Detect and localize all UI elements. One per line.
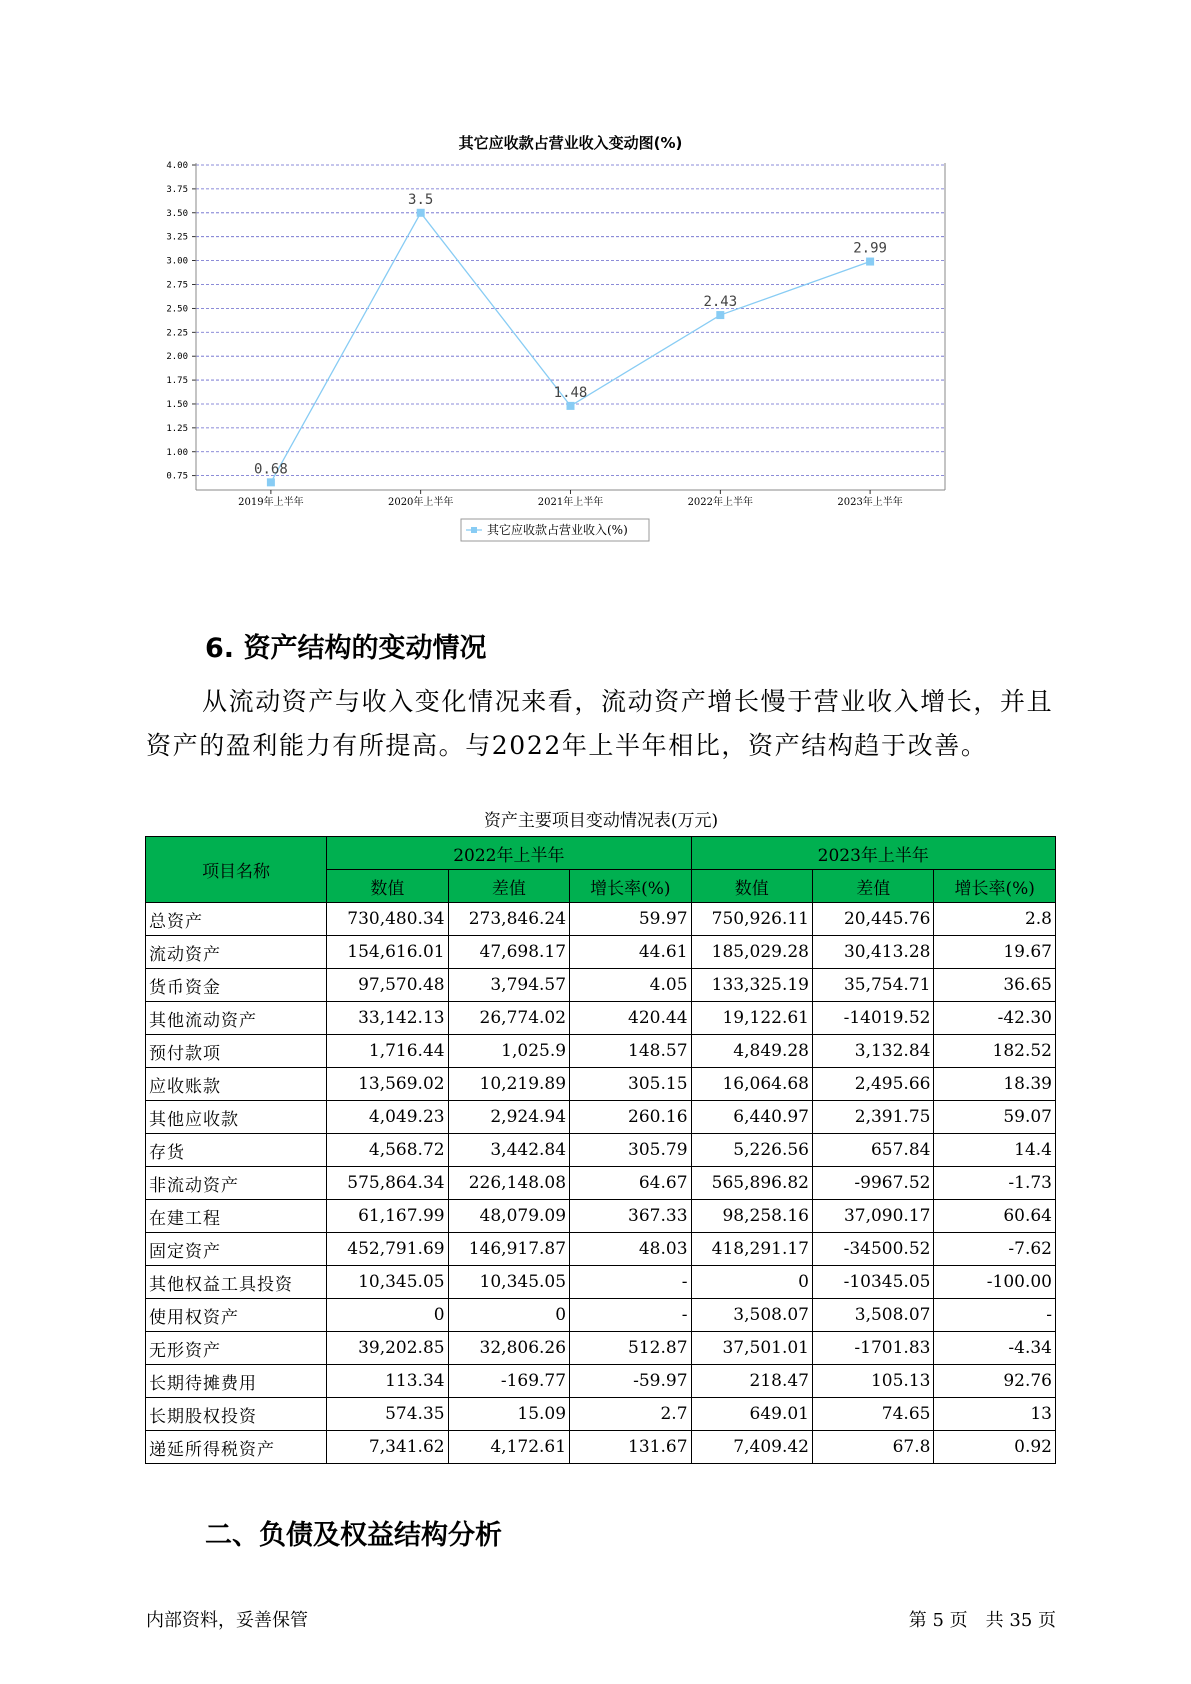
y-tick-label: 1.50 bbox=[166, 399, 188, 410]
row-cell: 649.01 bbox=[691, 1398, 812, 1431]
row-cell: 37,501.01 bbox=[691, 1332, 812, 1365]
row-cell: 19.67 bbox=[934, 936, 1056, 969]
row-cell: 3,442.84 bbox=[448, 1134, 569, 1167]
row-cell: -10345.05 bbox=[813, 1266, 934, 1299]
legend-label: 其它应收款占营业收入(%) bbox=[487, 523, 628, 537]
row-item-name: 其他权益工具投资 bbox=[146, 1266, 327, 1299]
row-cell: 97,570.48 bbox=[327, 969, 448, 1002]
asset-change-table bbox=[145, 836, 1056, 1464]
row-cell: 33,142.13 bbox=[327, 1002, 448, 1035]
row-cell: 1,025.9 bbox=[448, 1035, 569, 1068]
footer-page-number: 第 5 页 共 35 页 bbox=[908, 1610, 1056, 1631]
row-cell: 98,258.16 bbox=[691, 1200, 812, 1233]
row-cell: 2,924.94 bbox=[448, 1101, 569, 1134]
row-cell: 15.09 bbox=[448, 1398, 569, 1431]
table-caption: 资产主要项目变动情况表(万元) bbox=[483, 811, 719, 831]
row-item-name: 长期待摊费用 bbox=[146, 1365, 327, 1398]
row-cell: - bbox=[934, 1299, 1056, 1332]
asset-structure-paragraph: 从流动资产与收入变化情况来看，流动资产增长慢于营业收入增长，并且资产的盈利能力有所提高。与2022年上半年相比，资产结构趋于改善。 bbox=[146, 687, 1054, 760]
x-tick-label: 2019年上半年 bbox=[238, 497, 304, 508]
row-cell: 7,341.62 bbox=[327, 1431, 448, 1464]
section-heading-asset-structure: 6. 资产结构的变动情况 bbox=[205, 633, 487, 664]
row-cell: 226,148.08 bbox=[448, 1167, 569, 1200]
row-cell: 20,445.76 bbox=[813, 903, 934, 936]
y-tick-label: 2.50 bbox=[166, 304, 188, 315]
line-chart bbox=[150, 135, 1060, 595]
row-cell: 14.4 bbox=[934, 1134, 1056, 1167]
row-cell: 6,440.97 bbox=[691, 1101, 812, 1134]
row-cell: 182.52 bbox=[934, 1035, 1056, 1068]
chart-other-receivables bbox=[150, 135, 1060, 595]
row-cell: 2,495.66 bbox=[813, 1068, 934, 1101]
data-point bbox=[417, 209, 425, 217]
table-row bbox=[146, 969, 1056, 1002]
data-point bbox=[716, 311, 724, 319]
row-cell: 37,090.17 bbox=[813, 1200, 934, 1233]
row-cell: 36.65 bbox=[934, 969, 1056, 1002]
row-cell: -59.97 bbox=[570, 1365, 691, 1398]
row-item-name: 递延所得税资产 bbox=[146, 1431, 327, 1464]
row-cell: 0 bbox=[691, 1266, 812, 1299]
row-cell: 48.03 bbox=[570, 1233, 691, 1266]
row-cell: 44.61 bbox=[570, 936, 691, 969]
row-cell: 574.35 bbox=[327, 1398, 448, 1431]
table-row bbox=[146, 1365, 1056, 1398]
subheader-growth: 增长率(%) bbox=[934, 870, 1056, 903]
table-row bbox=[146, 1134, 1056, 1167]
row-cell: -14019.52 bbox=[813, 1002, 934, 1035]
row-item-name: 在建工程 bbox=[146, 1200, 327, 1233]
subheader-growth: 增长率(%) bbox=[570, 870, 691, 903]
y-tick-label: 3.50 bbox=[166, 208, 188, 219]
row-cell: 10,219.89 bbox=[448, 1068, 569, 1101]
row-cell: 92.76 bbox=[934, 1365, 1056, 1398]
row-cell: 273,846.24 bbox=[448, 903, 569, 936]
row-cell: 133,325.19 bbox=[691, 969, 812, 1002]
row-cell: 3,132.84 bbox=[813, 1035, 934, 1068]
row-cell: 218.47 bbox=[691, 1365, 812, 1398]
y-tick-label: 3.75 bbox=[166, 184, 188, 195]
header-group-2023: 2023年上半年 bbox=[691, 837, 1055, 870]
header-item-name: 项目名称 bbox=[146, 837, 327, 903]
data-point bbox=[866, 258, 874, 266]
row-cell: 750,926.11 bbox=[691, 903, 812, 936]
row-cell: 575,864.34 bbox=[327, 1167, 448, 1200]
row-cell: 146,917.87 bbox=[448, 1233, 569, 1266]
row-cell: 19,122.61 bbox=[691, 1002, 812, 1035]
row-cell: 10,345.05 bbox=[448, 1266, 569, 1299]
row-cell: 113.34 bbox=[327, 1365, 448, 1398]
y-tick-label: 1.75 bbox=[166, 376, 188, 387]
subheader-value: 数值 bbox=[691, 870, 812, 903]
x-tick-label: 2020年上半年 bbox=[387, 497, 454, 508]
y-tick-label: 3.25 bbox=[166, 232, 188, 243]
row-cell: 74.65 bbox=[813, 1398, 934, 1431]
row-cell: 2.8 bbox=[934, 903, 1056, 936]
row-cell: 420.44 bbox=[570, 1002, 691, 1035]
row-cell: -9967.52 bbox=[813, 1167, 934, 1200]
row-cell: -1701.83 bbox=[813, 1332, 934, 1365]
y-tick-label: 2.75 bbox=[166, 280, 188, 291]
row-cell: 1,716.44 bbox=[327, 1035, 448, 1068]
table-row bbox=[146, 936, 1056, 969]
row-cell: 4,849.28 bbox=[691, 1035, 812, 1068]
y-tick-label: 3.00 bbox=[166, 256, 188, 267]
row-cell: 48,079.09 bbox=[448, 1200, 569, 1233]
row-item-name: 其他应收款 bbox=[146, 1101, 327, 1134]
subheader-diff: 差值 bbox=[813, 870, 934, 903]
row-cell: 5,226.56 bbox=[691, 1134, 812, 1167]
row-cell: 657.84 bbox=[813, 1134, 934, 1167]
y-tick-label: 1.00 bbox=[166, 447, 188, 458]
legend-marker bbox=[471, 527, 477, 533]
table-row bbox=[146, 903, 1056, 936]
chart-title: 其它应收款占营业收入变动图(%) bbox=[458, 135, 683, 152]
y-tick-label: 4.00 bbox=[166, 161, 188, 171]
row-cell: 154,616.01 bbox=[327, 936, 448, 969]
data-label: 3.5 bbox=[408, 191, 434, 208]
subheader-value: 数值 bbox=[327, 870, 448, 903]
row-cell: 18.39 bbox=[934, 1068, 1056, 1101]
table-row bbox=[146, 1167, 1056, 1200]
row-cell: 39,202.85 bbox=[327, 1332, 448, 1365]
row-cell: 13,569.02 bbox=[327, 1068, 448, 1101]
row-cell: 148.57 bbox=[570, 1035, 691, 1068]
row-cell: 13 bbox=[934, 1398, 1056, 1431]
data-label: 0.68 bbox=[254, 461, 288, 478]
row-cell: 2.7 bbox=[570, 1398, 691, 1431]
row-cell: 3,508.07 bbox=[813, 1299, 934, 1332]
row-cell: 4.05 bbox=[570, 969, 691, 1002]
table-row bbox=[146, 1101, 1056, 1134]
row-cell: 61,167.99 bbox=[327, 1200, 448, 1233]
series-line bbox=[271, 213, 870, 483]
row-item-name: 货币资金 bbox=[146, 969, 327, 1002]
row-cell: 131.67 bbox=[570, 1431, 691, 1464]
y-tick-label: 1.25 bbox=[166, 423, 188, 434]
row-cell: 30,413.28 bbox=[813, 936, 934, 969]
row-cell: 0 bbox=[448, 1299, 569, 1332]
row-cell: 730,480.34 bbox=[327, 903, 448, 936]
row-item-name: 其他流动资产 bbox=[146, 1002, 327, 1035]
row-item-name: 总资产 bbox=[146, 903, 327, 936]
row-cell: 64.67 bbox=[570, 1167, 691, 1200]
y-tick-label: 2.25 bbox=[166, 328, 188, 339]
row-cell: 3,794.57 bbox=[448, 969, 569, 1002]
table-row bbox=[146, 1068, 1056, 1101]
row-cell: 3,508.07 bbox=[691, 1299, 812, 1332]
row-cell: - bbox=[570, 1299, 691, 1332]
table-row bbox=[146, 1035, 1056, 1068]
row-item-name: 流动资产 bbox=[146, 936, 327, 969]
row-cell: 16,064.68 bbox=[691, 1068, 812, 1101]
y-tick-label: 0.75 bbox=[166, 471, 188, 482]
table-row bbox=[146, 1266, 1056, 1299]
header-group-2022: 2022年上半年 bbox=[327, 837, 691, 870]
data-point bbox=[567, 402, 575, 410]
row-cell: 59.97 bbox=[570, 903, 691, 936]
row-cell: -4.34 bbox=[934, 1332, 1056, 1365]
table-row bbox=[146, 1332, 1056, 1365]
row-cell: 105.13 bbox=[813, 1365, 934, 1398]
row-cell: 7,409.42 bbox=[691, 1431, 812, 1464]
row-item-name: 长期股权投资 bbox=[146, 1398, 327, 1431]
row-item-name: 无形资产 bbox=[146, 1332, 327, 1365]
x-tick-label: 2023年上半年 bbox=[837, 497, 903, 508]
row-cell: 4,049.23 bbox=[327, 1101, 448, 1134]
row-cell: 4,172.61 bbox=[448, 1431, 569, 1464]
row-cell: 0.92 bbox=[934, 1431, 1056, 1464]
row-cell: 2,391.75 bbox=[813, 1101, 934, 1134]
row-cell: 185,029.28 bbox=[691, 936, 812, 969]
row-cell: 67.8 bbox=[813, 1431, 934, 1464]
y-tick-label: 2.00 bbox=[166, 352, 188, 363]
row-cell: 305.15 bbox=[570, 1068, 691, 1101]
row-cell: -34500.52 bbox=[813, 1233, 934, 1266]
row-item-name: 预付款项 bbox=[146, 1035, 327, 1068]
row-cell: -7.62 bbox=[934, 1233, 1056, 1266]
row-cell: 59.07 bbox=[934, 1101, 1056, 1134]
table-header-row bbox=[146, 837, 1056, 870]
row-cell: 260.16 bbox=[570, 1101, 691, 1134]
row-cell: 32,806.26 bbox=[448, 1332, 569, 1365]
row-cell: 10,345.05 bbox=[327, 1266, 448, 1299]
table-row bbox=[146, 1233, 1056, 1266]
row-item-name: 固定资产 bbox=[146, 1233, 327, 1266]
x-tick-label: 2022年上半年 bbox=[687, 497, 754, 508]
row-cell: 0 bbox=[327, 1299, 448, 1332]
row-cell: 305.79 bbox=[570, 1134, 691, 1167]
data-label: 1.48 bbox=[553, 384, 588, 401]
data-label: 2.99 bbox=[853, 240, 887, 257]
data-point bbox=[267, 478, 275, 486]
row-cell: 565,896.82 bbox=[691, 1167, 812, 1200]
table-row bbox=[146, 1200, 1056, 1233]
row-item-name: 非流动资产 bbox=[146, 1167, 327, 1200]
row-cell: 418,291.17 bbox=[691, 1233, 812, 1266]
table-row bbox=[146, 1398, 1056, 1431]
row-cell: - bbox=[570, 1266, 691, 1299]
row-item-name: 使用权资产 bbox=[146, 1299, 327, 1332]
row-cell: 367.33 bbox=[570, 1200, 691, 1233]
row-cell: 452,791.69 bbox=[327, 1233, 448, 1266]
table-row bbox=[146, 1299, 1056, 1332]
section-heading-liabilities: 二、负债及权益结构分析 bbox=[205, 1520, 502, 1551]
row-cell: -100.00 bbox=[934, 1266, 1056, 1299]
row-cell: 60.64 bbox=[934, 1200, 1056, 1233]
row-cell: -169.77 bbox=[448, 1365, 569, 1398]
row-cell: 47,698.17 bbox=[448, 936, 569, 969]
row-item-name: 存货 bbox=[146, 1134, 327, 1167]
row-cell: 4,568.72 bbox=[327, 1134, 448, 1167]
x-tick-label: 2021年上半年 bbox=[537, 497, 604, 508]
footer-confidential: 内部资料，妥善保管 bbox=[146, 1610, 308, 1631]
table-row bbox=[146, 1002, 1056, 1035]
row-item-name: 应收账款 bbox=[146, 1068, 327, 1101]
table-row bbox=[146, 1431, 1056, 1464]
row-cell: 35,754.71 bbox=[813, 969, 934, 1002]
row-cell: 26,774.02 bbox=[448, 1002, 569, 1035]
row-cell: -1.73 bbox=[934, 1167, 1056, 1200]
subheader-diff: 差值 bbox=[448, 870, 569, 903]
data-label: 2.43 bbox=[703, 294, 738, 311]
row-cell: 512.87 bbox=[570, 1332, 691, 1365]
row-cell: -42.30 bbox=[934, 1002, 1056, 1035]
